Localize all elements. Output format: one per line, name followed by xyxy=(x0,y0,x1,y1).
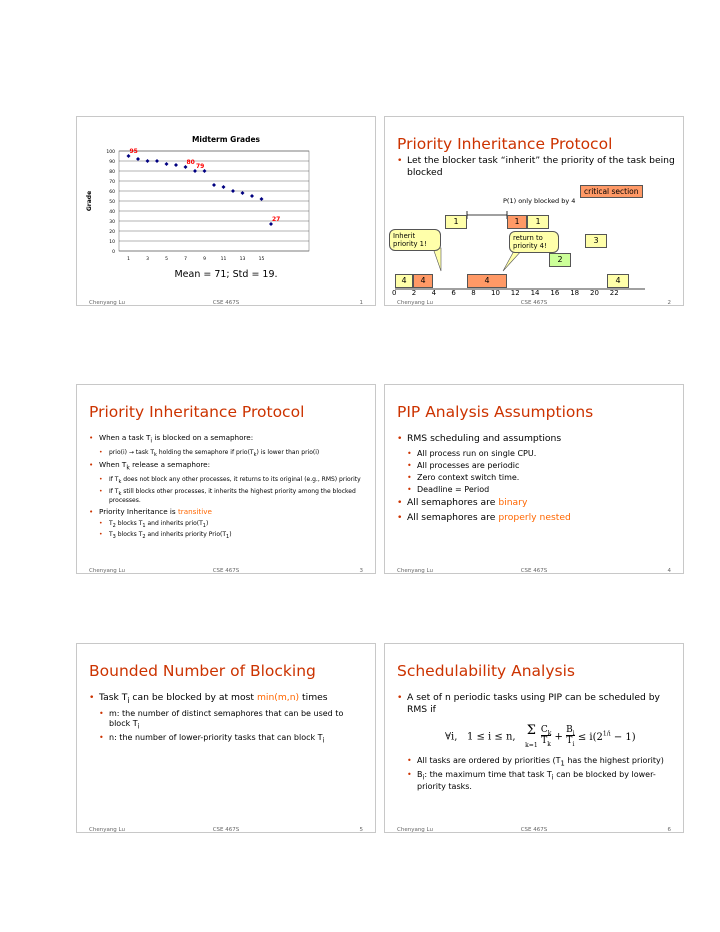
sub-bullet: • All tasks are ordered by priorities ($T_1$ has the highest priority) xyxy=(397,756,675,768)
axis-tick-8: 8 xyxy=(471,289,476,297)
task4-critical-b: 4 xyxy=(467,274,507,288)
inherit-callout: Inherit priority 1! xyxy=(389,229,441,251)
sub-bullet: • $B_i$: the maximum time that task $T_i$ can be blocked by lower-priority tasks. xyxy=(397,770,675,792)
footer-course: CSE 467S xyxy=(520,568,548,574)
axis-tick-12: 12 xyxy=(510,289,520,297)
data-label: 80 xyxy=(186,159,195,166)
data-label: 27 xyxy=(272,216,281,223)
page-number: 5 xyxy=(359,827,363,833)
x-tick-label: 15 xyxy=(258,257,265,262)
footer-course: CSE 467S xyxy=(212,300,240,306)
bullet: • Let the blocker task “inherit” the priority of the task being blocked xyxy=(397,155,675,178)
return-callout: return to priority 4! xyxy=(509,231,559,253)
axis-tick-14: 14 xyxy=(530,289,540,297)
rms-pip-formula: ∀i, 1 ≤ i ≤ n, Σ k=1 $C_k$ $T_k + B_i$ $T_i \le i(2^{1/i} - 1)$ xyxy=(445,723,636,749)
y-tick-label: 50 xyxy=(109,200,115,205)
slide-body xyxy=(397,692,675,719)
footer-course: CSE 467S xyxy=(520,827,548,833)
blocked-note: P(1) only blocked by 4 xyxy=(503,197,576,205)
slide-body xyxy=(397,433,675,528)
chart-title: Midterm Grades xyxy=(191,135,261,144)
y-tick-label: 30 xyxy=(109,220,115,225)
y-tick-label: 60 xyxy=(109,190,115,195)
bullet: • Priority Inheritance is transitive xyxy=(89,507,367,516)
midterm-grades-chart xyxy=(77,145,377,265)
footer-author: Chenyang Lu xyxy=(397,827,433,833)
sub-bullet: • m: the number of distinct semaphores that can be used to block $T_i$ xyxy=(89,709,367,731)
data-label: 79 xyxy=(196,163,205,170)
bullet: • All semaphores are properly nested xyxy=(397,512,675,524)
inherit-callout-pointer xyxy=(433,248,441,271)
sub-bullet: • If $T_k$ still blocks other processes, it inherits the highest priority among the blocked processes. xyxy=(89,488,367,505)
footer-author: Chenyang Lu xyxy=(397,568,433,574)
x-tick-label: 11 xyxy=(220,257,227,262)
axis-tick-20: 20 xyxy=(590,289,599,297)
slide-3 xyxy=(76,384,376,574)
footer-author: Chenyang Lu xyxy=(89,827,125,833)
slide-body-2 xyxy=(397,756,675,794)
y-tick-label: 10 xyxy=(109,240,115,245)
y-tick-label: 100 xyxy=(106,150,115,155)
task4-job-a: 4 xyxy=(395,274,413,288)
x-tick-label: 1 xyxy=(127,257,130,262)
y-tick-label: 20 xyxy=(109,230,115,235)
footer-course: CSE 467S xyxy=(212,568,240,574)
page-number: 3 xyxy=(359,568,363,574)
page-number: 2 xyxy=(667,300,671,306)
x-tick-label: 3 xyxy=(146,257,149,262)
task3-job: 3 xyxy=(585,234,607,248)
axis-tick-10: 10 xyxy=(491,289,500,297)
footer-author: Chenyang Lu xyxy=(89,300,125,306)
slide-2 xyxy=(384,116,684,306)
slide-1 xyxy=(76,116,376,306)
y-tick-label: 80 xyxy=(109,170,115,175)
critical-section-legend: critical section xyxy=(580,185,643,198)
y-tick-label: 90 xyxy=(109,160,115,165)
sub-bullet: • n: the number of lower-priority tasks that can block $T_i$ xyxy=(89,733,367,745)
task1-critical: 1 xyxy=(507,215,527,229)
bullet: • When $T_k$ release a semaphore: xyxy=(89,460,367,472)
slide-body xyxy=(89,692,367,747)
bullet: • RMS scheduling and assumptions xyxy=(397,433,675,445)
x-tick-label: 5 xyxy=(165,257,168,262)
slide-title: Priority Inheritance Protocol xyxy=(89,403,305,421)
x-tick-label: 7 xyxy=(184,257,187,262)
slide-title: Priority Inheritance Protocol xyxy=(397,135,613,153)
footer-author: Chenyang Lu xyxy=(397,300,433,306)
sub-bullet: • If $T_k$ does not block any other processes, it returns to its original (e.g., RMS) priority xyxy=(89,476,367,485)
y-tick-label: 0 xyxy=(112,250,115,255)
sub-bullet: • $T_3$ blocks $T_2$ and inherits priority $Prio(T_1)$ xyxy=(89,531,367,540)
x-tick-label: 9 xyxy=(203,257,206,262)
axis-tick-16: 16 xyxy=(550,289,560,297)
footer-course: CSE 467S xyxy=(212,827,240,833)
slide-4 xyxy=(384,384,684,574)
task4-job-b: 4 xyxy=(607,274,629,288)
bullet: • All semaphores are binary xyxy=(397,497,675,509)
slide-title: Schedulability Analysis xyxy=(397,662,575,680)
slide-body xyxy=(89,433,367,543)
task4-critical-a: 4 xyxy=(413,274,433,288)
footer-author: Chenyang Lu xyxy=(89,568,125,574)
x-tick-label: 13 xyxy=(239,257,246,262)
sub-bullet: • Zero context switch time. xyxy=(397,473,675,483)
footer-course: CSE 467S xyxy=(520,300,548,306)
slide-title: PIP Analysis Assumptions xyxy=(397,403,594,421)
sub-bullet: • Deadline = Period xyxy=(397,485,675,495)
axis-tick-2: 2 xyxy=(411,289,417,297)
sub-bullet: • $T_2$ blocks $T_1$ and inherits $prio(T_1)$ xyxy=(89,520,367,529)
page-number: 1 xyxy=(359,300,363,306)
sub-bullet: • All process run on single CPU. xyxy=(397,449,675,459)
task2-job: 2 xyxy=(549,253,571,267)
axis-tick-6: 6 xyxy=(451,289,456,297)
bullet: • Task $T_i$ can be blocked by at most min(m,n) times xyxy=(89,692,367,705)
task1-job-b: 1 xyxy=(527,215,549,229)
mean-std-caption: Mean = 71; Std = 19. xyxy=(174,269,278,280)
y-tick-label: 70 xyxy=(109,180,115,185)
page-number: 6 xyxy=(667,827,671,833)
axis-tick-0: 0 xyxy=(392,289,397,297)
page-number: 4 xyxy=(667,568,671,574)
sub-bullet: • All processes are periodic xyxy=(397,461,675,471)
axis-tick-22: 22 xyxy=(609,289,619,297)
task1-job-a: 1 xyxy=(445,215,467,229)
y-axis-label: Grade xyxy=(86,190,93,212)
axis-tick-18: 18 xyxy=(570,289,580,297)
bullet: • When a task $T_i$ is blocked on a semaphore: xyxy=(89,433,367,445)
slide-title: Bounded Number of Blocking xyxy=(89,662,316,680)
y-tick-label: 40 xyxy=(109,210,115,215)
slide-5 xyxy=(76,643,376,833)
intro-bullet: • A set of n periodic tasks using PIP can be scheduled by RMS if xyxy=(397,692,675,715)
slide-6 xyxy=(384,643,684,833)
sub-bullet: • prio(i) → task $T_k$ holding the semaphore if $prio(T_k)$ is lower than prio(i) xyxy=(89,449,367,458)
data-label: 95 xyxy=(129,148,138,155)
axis-tick-4: 4 xyxy=(431,289,437,297)
